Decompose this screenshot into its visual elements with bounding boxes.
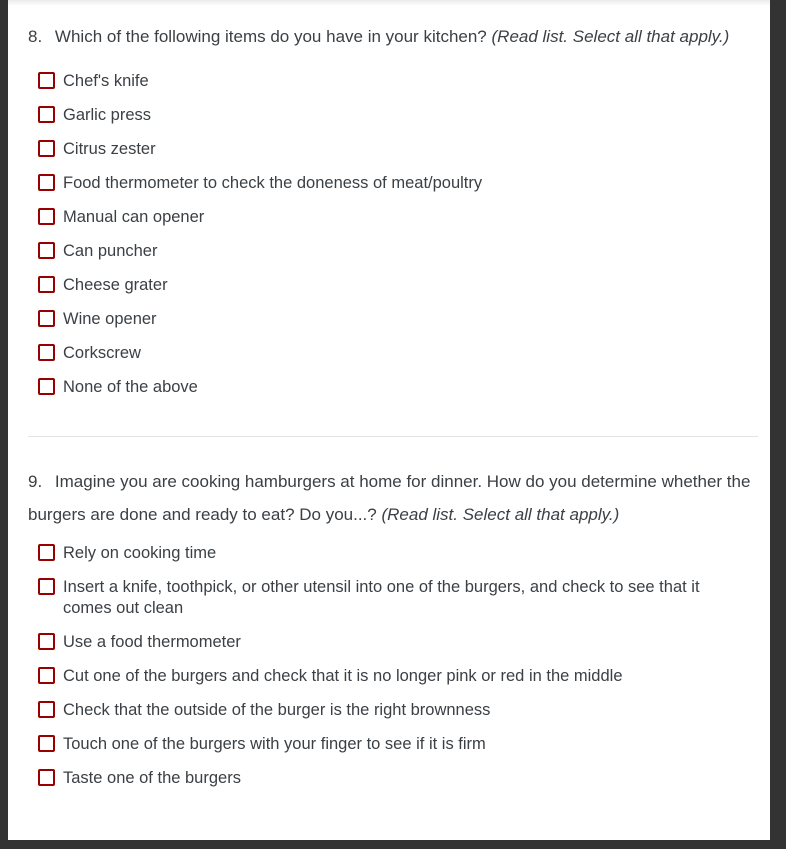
question-8-text <box>28 20 758 53</box>
question-9-number: 9. <box>28 472 43 491</box>
checkbox-option[interactable] <box>38 700 758 721</box>
checkbox-icon[interactable] <box>38 701 55 718</box>
checkbox-option[interactable] <box>38 173 758 194</box>
option-label[interactable]: Can puncher <box>63 242 158 260</box>
option-label[interactable]: Citrus zester <box>63 140 156 158</box>
option-label[interactable]: Insert a knife, toothpick, or other utensil into one of the burgers, and check to see that it comes out clean <box>63 578 700 617</box>
option-label[interactable]: Touch one of the burgers with your finger to see if it is firm <box>63 735 486 753</box>
section-divider <box>28 436 758 437</box>
option-label[interactable]: Cut one of the burgers and check that it is no longer pink or red in the middle <box>63 667 623 685</box>
survey-content <box>28 20 758 802</box>
checkbox-icon[interactable] <box>38 140 55 157</box>
checkbox-option[interactable] <box>38 577 758 619</box>
checkbox-option[interactable] <box>38 309 758 330</box>
right-frame-edge <box>770 0 786 849</box>
checkbox-icon[interactable] <box>38 578 55 595</box>
option-label[interactable]: Manual can opener <box>63 208 205 226</box>
checkbox-icon[interactable] <box>38 344 55 361</box>
question-8-options <box>28 71 758 398</box>
checkbox-option[interactable] <box>38 543 758 564</box>
checkbox-icon[interactable] <box>38 106 55 123</box>
question-8-body: Which of the following items do you have in your kitchen? <box>54 27 487 46</box>
question-8-number: 8. <box>28 27 43 46</box>
question-9-body: Imagine you are cooking hamburgers at home for dinner. How do you determine whether the burgers are done and ready to eat? Do you...? <box>28 472 751 524</box>
option-label[interactable]: Check that the outside of the burger is the right brownness <box>63 701 491 719</box>
checkbox-option[interactable] <box>38 343 758 364</box>
checkbox-icon[interactable] <box>38 310 55 327</box>
checkbox-option[interactable] <box>38 666 758 687</box>
checkbox-option[interactable] <box>38 71 758 92</box>
checkbox-option[interactable] <box>38 768 758 789</box>
option-label[interactable]: Rely on cooking time <box>63 544 217 562</box>
option-label[interactable]: Chef's knife <box>63 72 149 90</box>
checkbox-icon[interactable] <box>38 276 55 293</box>
checkbox-icon[interactable] <box>38 735 55 752</box>
checkbox-icon[interactable] <box>38 242 55 259</box>
option-label[interactable]: Food thermometer to check the doneness of meat/poultry <box>63 174 483 192</box>
checkbox-option[interactable] <box>38 139 758 160</box>
checkbox-icon[interactable] <box>38 667 55 684</box>
option-label[interactable]: Taste one of the burgers <box>63 769 241 787</box>
checkbox-icon[interactable] <box>38 633 55 650</box>
left-frame-edge <box>0 0 8 849</box>
question-9-text <box>28 465 758 531</box>
option-label[interactable]: Corkscrew <box>63 344 141 362</box>
option-label[interactable]: Use a food thermometer <box>63 633 241 651</box>
option-label[interactable]: Garlic press <box>63 106 152 124</box>
checkbox-option[interactable] <box>38 377 758 398</box>
checkbox-icon[interactable] <box>38 208 55 225</box>
checkbox-icon[interactable] <box>38 769 55 786</box>
checkbox-option[interactable] <box>38 632 758 653</box>
checkbox-option[interactable] <box>38 105 758 126</box>
bottom-frame-edge <box>0 840 786 849</box>
checkbox-option[interactable] <box>38 207 758 228</box>
option-label[interactable]: None of the above <box>63 378 198 396</box>
checkbox-option[interactable] <box>38 241 758 262</box>
top-shadow <box>8 0 770 6</box>
option-label[interactable]: Wine opener <box>63 310 157 328</box>
checkbox-icon[interactable] <box>38 378 55 395</box>
checkbox-option[interactable] <box>38 734 758 755</box>
checkbox-icon[interactable] <box>38 72 55 89</box>
checkbox-icon[interactable] <box>38 544 55 561</box>
checkbox-icon[interactable] <box>38 174 55 191</box>
question-9-note: (Read list. Select all that apply.) <box>381 505 620 524</box>
question-8-note: (Read list. Select all that apply.) <box>491 27 730 46</box>
option-label[interactable]: Cheese grater <box>63 276 168 294</box>
checkbox-option[interactable] <box>38 275 758 296</box>
question-9-options <box>28 543 758 789</box>
